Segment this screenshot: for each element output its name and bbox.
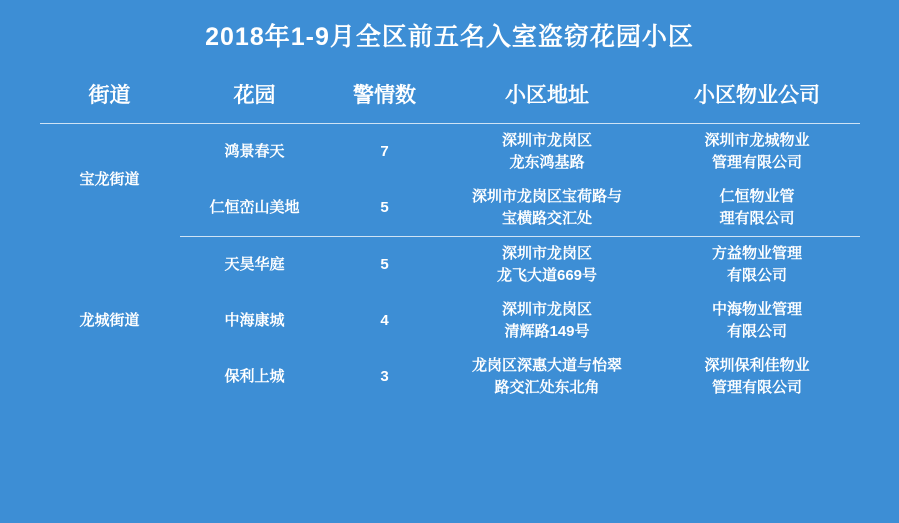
cell-address xyxy=(440,293,655,349)
cell-garden: 鸿景春天 xyxy=(224,143,285,161)
burglary-report-table xyxy=(40,65,860,405)
cell-count: 5 xyxy=(380,256,389,274)
company-line: 深圳保利佳物业 xyxy=(704,357,810,375)
company-line: 管理有限公司 xyxy=(711,379,802,396)
cell-company xyxy=(655,293,860,349)
company-line: 管理有限公司 xyxy=(711,154,802,171)
company-line: 理有限公司 xyxy=(719,210,795,227)
cell-address xyxy=(440,180,655,237)
cell-count: 7 xyxy=(380,143,389,161)
cell-address xyxy=(440,124,655,181)
cell-street: 宝龙街道 xyxy=(79,171,140,189)
cell-company xyxy=(655,180,860,237)
address-line: 龙岗区深惠大道与怡翠 xyxy=(471,357,622,375)
cell-street: 龙城街道 xyxy=(79,311,140,329)
address-line: 宝横路交汇处 xyxy=(501,210,592,227)
cell-company xyxy=(655,349,860,405)
company-line: 方益物业管理 xyxy=(711,245,802,263)
cell-garden: 保利上城 xyxy=(224,368,285,386)
address-line: 路交汇处东北角 xyxy=(494,379,600,396)
column-header-street: 街道 xyxy=(40,65,180,124)
table-header xyxy=(40,65,860,124)
column-header-address: 小区地址 xyxy=(440,65,655,124)
table-row xyxy=(40,124,860,181)
cell-count: 4 xyxy=(380,312,389,330)
cell-company xyxy=(655,124,860,181)
cell-garden: 中海康城 xyxy=(224,312,285,330)
address-line: 深圳市龙岗区 xyxy=(501,301,592,319)
page-title: 2018年1-9月全区前五名入室盗窃花园小区 xyxy=(205,23,694,51)
address-line: 深圳市龙岗区 xyxy=(501,245,592,263)
cell-address xyxy=(440,237,655,294)
company-line: 仁恒物业管 xyxy=(719,188,795,206)
cell-count: 5 xyxy=(330,180,440,237)
cell-garden: 仁恒峦山美地 xyxy=(180,180,330,237)
table-header-row xyxy=(40,65,860,124)
table-row xyxy=(40,237,860,294)
company-line: 中海物业管理 xyxy=(711,301,802,319)
cell-address xyxy=(440,349,655,405)
address-line: 龙飞大道669号 xyxy=(496,267,598,284)
company-line: 深圳市龙城物业 xyxy=(704,132,810,150)
address-line: 清辉路149号 xyxy=(504,323,590,340)
cell-company xyxy=(655,237,860,294)
column-header-count: 警情数 xyxy=(330,65,440,124)
column-header-garden: 花园 xyxy=(180,65,330,124)
cell-count: 3 xyxy=(380,368,389,386)
column-header-company: 小区物业公司 xyxy=(655,65,860,124)
address-line: 龙东鸿基路 xyxy=(509,154,585,171)
company-line: 有限公司 xyxy=(726,267,787,284)
table-body xyxy=(40,124,860,406)
company-line: 有限公司 xyxy=(726,323,787,340)
address-line: 深圳市龙岗区 xyxy=(501,132,592,150)
cell-garden: 天昊华庭 xyxy=(224,256,285,274)
address-line: 深圳市龙岗区宝荷路与 xyxy=(471,188,622,206)
